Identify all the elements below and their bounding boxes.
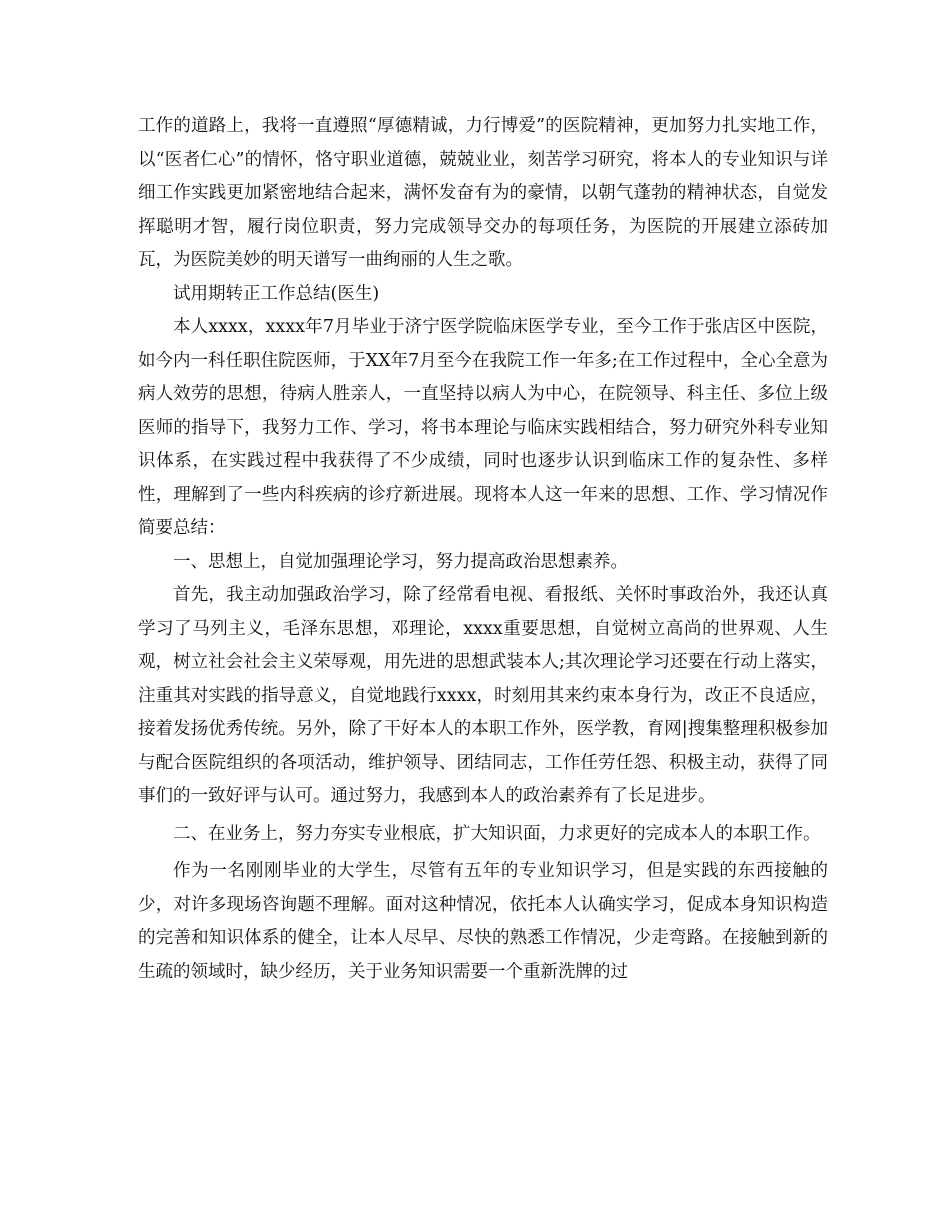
paragraph-continuation: 工作的道路上，我将一直遵照“厚德精诚，力行博爱”的医院精神，更加努力扎实地工作，以“医者仁心”的情怀，恪守职业道德，兢兢业业，刻苦学习研究，将本人的专业知识与详细工作实践更加紧密地结合起来，满怀发奋有为的豪情，以朝气蓬勃的精神状态，自觉发挥聪明才智，履行岗位职责，努力完成领导交办的每项任务，为医院的开展建立添砖加瓦，为医院美妙的明天谱写一曲绚丽的人生之歌。 [138, 116, 828, 270]
paragraph-ideology: 首先，我主动加强政治学习，除了经常看电视、看报纸、关怀时事政治外，我还认真学习了马列主义，毛泽东思想，邓理论，xxxx重要思想，自觉树立高尚的世界观、人生观，树立社会社会主义荣辱观，用先进的思想武装本人;其次理论学习还要在行动上落实，注重其对实践的指导意义，自觉地践行xxxx，时刻用其来约束本身行为，改正不良适应，接着发扬优秀传统。另外，除了干好本人的本职工作外，医学教，育网|搜集整理积极参加与配合医院组织的各项活动，维护领导、团结同志，工作任劳任怨、积极主动，获得了同事们的一致好评与认可。通过努力，我感到本人的政治素养有了长足进步。 [138, 585, 828, 806]
paragraph-business: 作为一名刚刚毕业的大学生，尽管有五年的专业知识学习，但是实践的东西接触的少，对许多现场咨询题不理解。面对这种情况，依托本人认确实学习，促成本身知识构造的完善和知识体系的健全，让本人尽早、尽快的熟悉工作情况，少走弯路。在接触到新的生疏的领域时，缺少经历，关于业务知识需要一个重新洗牌的过 [138, 861, 828, 982]
heading-ideology: 一、思想上，自觉加强理论学习，努力提高政治思想素养。 [173, 551, 628, 572]
document-body [138, 110, 828, 989]
paragraph-intro: 本人xxxx，xxxx年7月毕业于济宁医学院临床医学专业，至今工作于张店区中医院，如今内一科任职住院医师，于XX年7月至今在我院工作一年多;在工作过程中，全心全意为病人效劳的思想，待病人胜亲人，一直坚持以病人为中心，在院领导、科主任、多位上级医师的指导下，我努力工作、学习，将书本理论与临床实践相结合，努力研究外科专业知识体系，在实践过程中我获得了不少成绩，同时也逐步认识到临床工作的复杂性、多样性，理解到了一些内科疾病的诊疗新进展。现将本人这一年来的思想、工作、学习情况作简要总结： [138, 317, 828, 538]
heading-business: 二、在业务上，努力夯实专业根底，扩大知识面，力求更好的完成本人的本职工作。 [173, 823, 821, 844]
section-title: 试用期转正工作总结(医生) [173, 283, 380, 304]
